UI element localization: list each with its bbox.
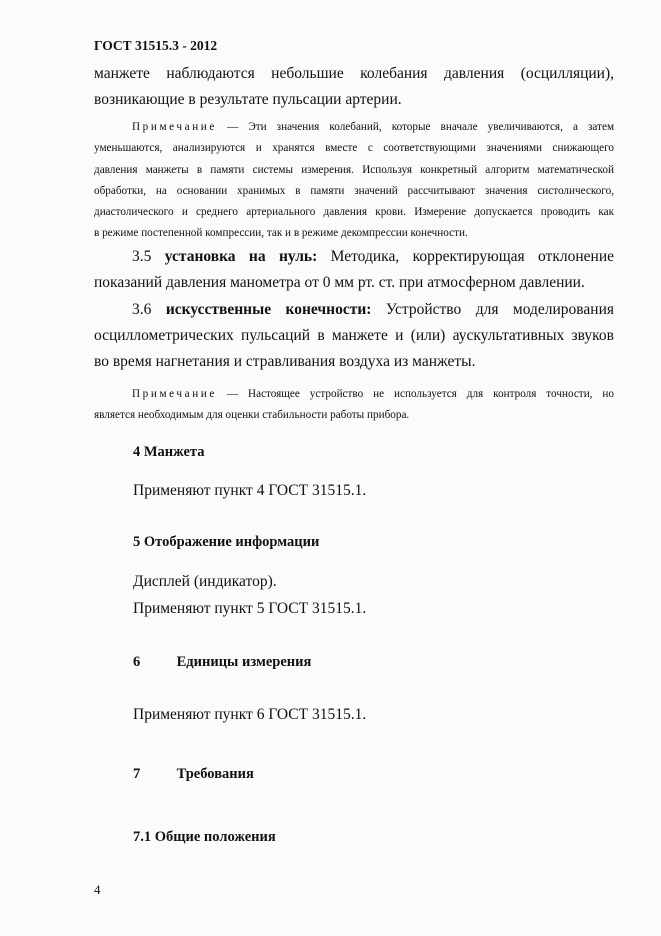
note-block xyxy=(94,384,614,427)
note-label: Примечание xyxy=(132,388,217,400)
text-line: в режиме постепенной компрессии, так и в режиме декомпрессии конечности. xyxy=(94,227,468,240)
note-dash: — xyxy=(226,388,239,400)
definition-first-line xyxy=(94,297,614,323)
text-line: является необходимым для оценки стабильности работы прибора. xyxy=(94,409,410,422)
section-heading-5: 5 Отображение информации xyxy=(133,534,320,550)
text-line: диастолического и среднего артериального давления крови. Измерение допускается проводить как xyxy=(94,206,614,219)
note-first-line xyxy=(94,117,614,138)
definition-number: 3.6 xyxy=(132,301,152,318)
definition-term: установка на нуль: xyxy=(164,248,318,265)
text-line: показаний давления манометра от 0 мм рт. ст. при атмосферном давлении. xyxy=(94,274,585,291)
subsection-heading-7-1: 7.1 Общие положения xyxy=(133,829,276,845)
definition-3-5 xyxy=(94,244,614,296)
definition-first-line xyxy=(94,244,614,270)
definition-3-6 xyxy=(94,297,614,375)
section-heading-6 xyxy=(133,654,311,671)
section-text: Применяют пункт 5 ГОСТ 31515.1. xyxy=(133,600,367,617)
note-text: Эти значения колебаний, которые вначале увеличиваются, а затем xyxy=(248,121,615,133)
continuation-paragraph xyxy=(94,61,614,113)
text-line: манжете наблюдаются небольшие колебания давления (осцилляции), xyxy=(94,65,614,82)
text-line: давления манжеты в памяти системы измерения. Используя конкретный алгоритм математической xyxy=(94,163,614,176)
section-text: Применяют пункт 4 ГОСТ 31515.1. xyxy=(133,482,367,499)
document-header: ГОСТ 31515.3 - 2012 xyxy=(94,38,218,53)
page-number: 4 xyxy=(94,882,101,897)
text-line: обработки, на основании хранимых в памяти значений рассчитывают значения систолического, xyxy=(94,184,614,197)
text-line: уменьшаются, анализируются и хранятся вместе с соответствующими значениями снижающего xyxy=(94,142,614,155)
section-text: Дисплей (индикатор). xyxy=(133,573,277,590)
definition-text: Методика, корректирующая отклонение xyxy=(330,248,614,265)
note-dash: — xyxy=(227,121,239,133)
section-title: Требования xyxy=(176,766,254,782)
section-number: 6 xyxy=(133,654,141,670)
text-line: осциллометрических пульсаций в манжете и (или) аускультативных звуков xyxy=(94,327,614,344)
note-text: Настоящее устройство не используется для контроля точности, но xyxy=(248,388,614,400)
section-heading-7 xyxy=(133,766,254,783)
note-block xyxy=(94,117,614,245)
definition-term: искусственные конечности: xyxy=(165,301,372,318)
definition-number: 3.5 xyxy=(132,248,152,265)
text-line: во время нагнетания и стравливания воздуха из манжеты. xyxy=(94,353,476,370)
section-text: Применяют пункт 6 ГОСТ 31515.1. xyxy=(133,706,367,723)
section-number: 7 xyxy=(133,766,141,782)
note-label: Примечание xyxy=(132,121,217,133)
section-heading-4: 4 Манжета xyxy=(133,444,205,460)
text-line: возникающие в результате пульсации артерии. xyxy=(94,91,402,108)
note-first-line xyxy=(94,384,614,405)
section-title: Единицы измерения xyxy=(176,654,312,670)
definition-text: Устройство для моделирования xyxy=(385,301,615,318)
